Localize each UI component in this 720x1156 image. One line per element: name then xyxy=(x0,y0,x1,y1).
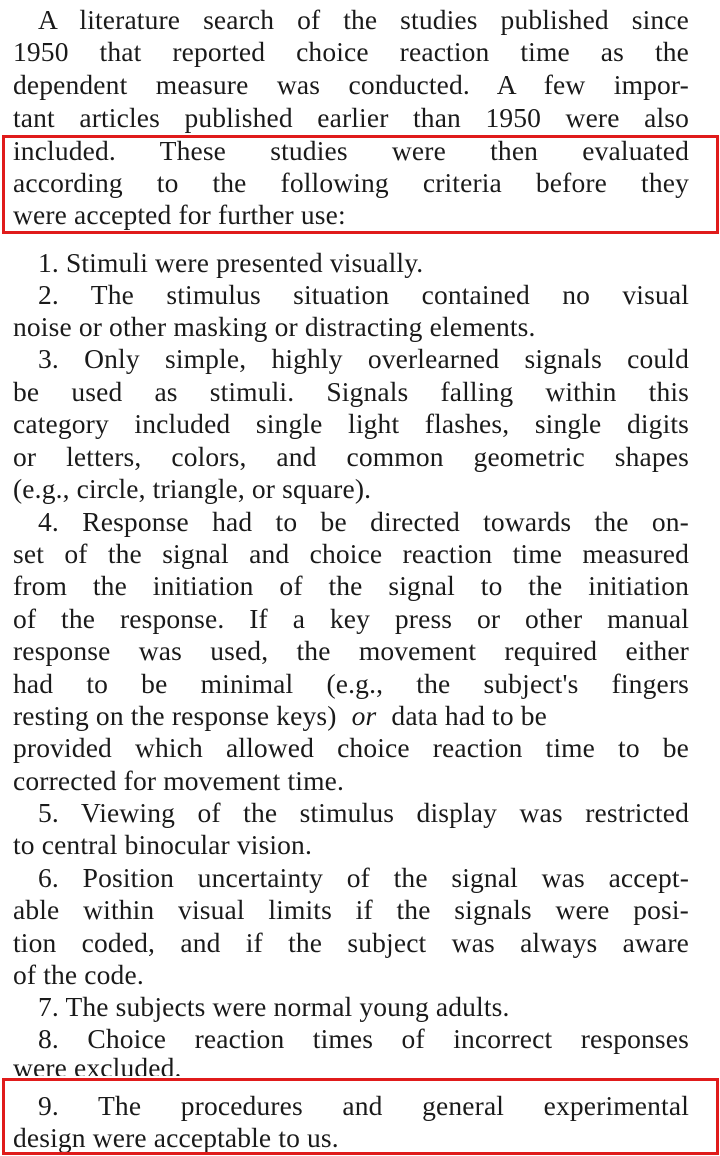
criterion-4-line-7 xyxy=(13,700,689,732)
criterion-3-line-5: (e.g., circle, triangle, or square). xyxy=(13,473,372,504)
criterion-4-line-8: provided which allowed choice reaction time to be xyxy=(13,732,689,763)
criterion-7-line-1: 7. The subjects were normal young adults. xyxy=(38,991,510,1022)
criterion-4-line-7-part-a: resting on the response keys) xyxy=(13,700,337,731)
criterion-4-line-5: response was used, the movement required either xyxy=(13,635,689,666)
criterion-8-line-2: were excluded. xyxy=(13,1052,182,1076)
intro-line-5: included. These studies were then evaluated xyxy=(13,135,689,166)
criterion-9-line-1: 9. The procedures and general experimental xyxy=(38,1090,689,1121)
criterion-8-line-1: 8. Choice reaction times of incorrect responses xyxy=(38,1023,689,1054)
criterion-5-line-2: to central binocular vision. xyxy=(13,829,312,860)
intro-line-4: tant articles published earlier than 1950 were also xyxy=(13,102,689,133)
highlight-box-criterion-9 xyxy=(2,1078,719,1155)
criterion-3-line-3: category included single light flashes, single digits xyxy=(13,408,689,439)
criterion-3-line-4: or letters, colors, and common geometric shapes xyxy=(13,441,689,472)
criterion-1-line-1: 1. Stimuli were presented visually. xyxy=(38,247,424,278)
intro-line-1: A literature search of the studies published since xyxy=(38,4,689,35)
intro-line-6: according to the following criteria before they xyxy=(13,167,689,198)
criterion-4-line-4: of the response. If a key press or other manual xyxy=(13,603,689,634)
criterion-4-line-2: set of the signal and choice reaction time measured xyxy=(13,538,689,569)
highlight-box-criteria-intro xyxy=(2,135,719,234)
criterion-4-emphasis-or: or xyxy=(351,700,377,731)
criterion-4-line-3: from the initiation of the signal to the initiation xyxy=(13,570,689,601)
criterion-4-line-1: 4. Response had to be directed towards the on- xyxy=(38,506,689,537)
intro-line-7: were accepted for further use: xyxy=(13,199,346,230)
criterion-4-line-7-part-b: data had to be xyxy=(391,700,548,731)
criterion-6-line-3: tion coded, and if the subject was always aware xyxy=(13,927,689,958)
criterion-4-line-6: had to be minimal (e.g., the subject's fingers xyxy=(13,668,689,699)
criterion-2-line-2: noise or other masking or distracting elements. xyxy=(13,311,536,342)
intro-line-3: dependent measure was conducted. A few impor- xyxy=(13,69,689,100)
criterion-2-line-1: 2. The stimulus situation contained no visual xyxy=(38,279,689,310)
criterion-6-line-2: able within visual limits if the signals were posi- xyxy=(13,894,689,925)
criterion-5-line-1: 5. Viewing of the stimulus display was restricted xyxy=(38,797,689,828)
criterion-6-line-4: of the code. xyxy=(13,959,144,990)
criterion-4-line-9: corrected for movement time. xyxy=(13,765,345,796)
criterion-3-line-2: be used as stimuli. Signals falling within this xyxy=(13,376,689,407)
criterion-3-line-1: 3. Only simple, highly overlearned signals could xyxy=(38,343,689,374)
intro-line-2: 1950 that reported choice reaction time as the xyxy=(13,36,689,67)
criterion-6-line-1: 6. Position uncertainty of the signal was accept- xyxy=(38,862,689,893)
criterion-9-line-2: design were acceptable to us. xyxy=(13,1122,339,1153)
